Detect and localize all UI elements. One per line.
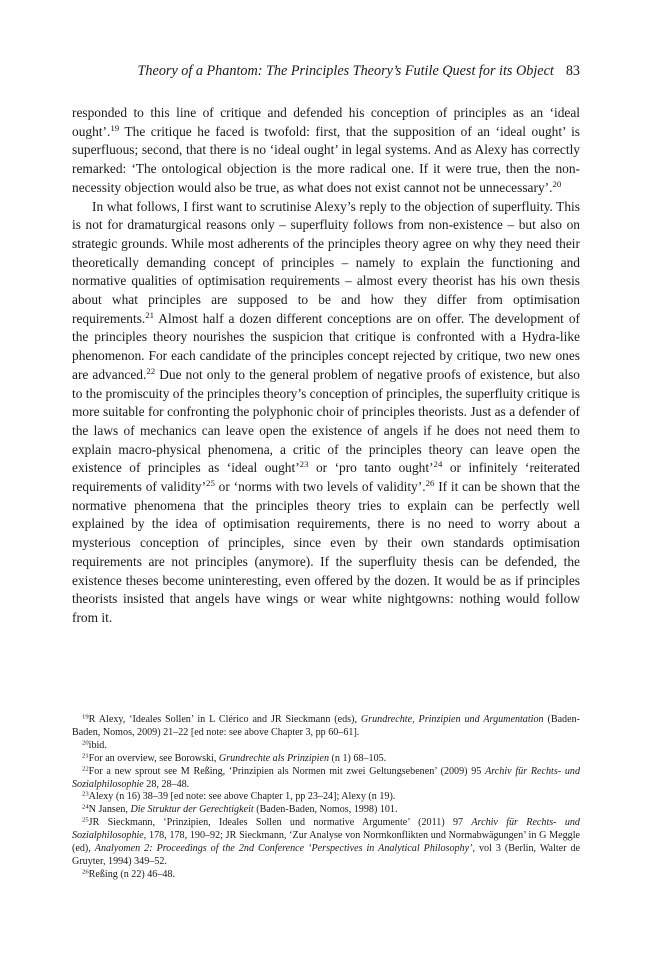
text-run: Alexy (n 16) 38–39 [ed note: see above Chapter 1, pp 23–24]; Alexy (n 19). (88, 791, 396, 803)
italic-title: Analyomen 2: Proceedings of the 2nd Conference ‘Perspectives in Analytical Philosophy’ (94, 843, 473, 855)
footnote-number: 21 (82, 752, 89, 760)
text-run: , vol 3 (Berlin, Walter de Gruyter, 1994) 349–52. (72, 843, 581, 867)
footnote-25 (72, 817, 580, 869)
italic-title: Archiv für Rechts- und Sozialphilosophie (72, 817, 580, 842)
footnote-ref: 23 (299, 459, 309, 470)
page-number: 83 (565, 63, 580, 79)
text-run: In what follows, I first want to scrutinise Alexy’s reply to the objection of superfluity. This is not for dramaturgical reasons only – superfluity follows from non-existence – but also on strategic grounds. While most adherents of the principles theory agree on why they need their theoretically demanding concept of principles – namely to explain the functioning and normative qualities of optimisation requirements – almost every theorist has his own thesis about what principles are supposed to be and how they differ from optimisation requirements. (72, 198, 580, 326)
text-run: or infinitely ‘reiterated requirements of validity’ (72, 460, 581, 495)
footnote-ref: 21 (145, 309, 155, 320)
footnote-22 (72, 766, 580, 792)
footnote-ref: 25 (206, 478, 215, 489)
footnote-number: 20 (82, 739, 89, 747)
italic-title: Grundrechte als Prinzipien (218, 752, 330, 764)
footnote-number: 25 (82, 816, 89, 824)
footnote-ref: 20 (552, 178, 562, 189)
footnote-number: 22 (82, 765, 89, 773)
footnote-23 (72, 791, 580, 804)
footnote-ref: 26 (425, 478, 435, 489)
text-run: (n 1) 68–105. (329, 752, 387, 764)
text-run: ibid. (88, 739, 107, 751)
paragraph-1 (72, 104, 580, 198)
text-run: Due not only to the general problem of negative proofs of existence, but also to the promiscuity of the principles theory’s conception of principles, the superfluity critique is more suitable for confronting the polyphonic choir of principles theorists. Just as a defender of the laws of mechanics can leave open the existence of angels if he does not need them to explain macro-physical phenomena, a critic of the principles theory can leave open the existence of principles as ‘ideal ought’ (72, 366, 580, 476)
running-header (72, 62, 580, 80)
footnote-ref: 19 (110, 122, 120, 133)
running-title: Theory of a Phantom: The Principles Theory’s Futile Quest for its Object (137, 63, 554, 79)
text-run: Almost half a dozen different conceptions are on offer. The development of the principles theory nourishes the suspicion that critique is confronted with a Hydra-like phenomenon. For each candidate of the principles concept rejected by critique, two new ones are advanced. (72, 310, 580, 382)
footnote-number: 19 (82, 713, 89, 721)
text-run: , 178, 178, 190–92; JR Sieckmann, ‘Zur Analyse von Normkonflikten und Normabwägungen’ in G Meggle (ed), (72, 830, 580, 855)
main-text (72, 104, 580, 628)
text-run: For an overview, see Borowski, (88, 752, 219, 764)
text-run: JR Sieckmann, ‘Prinzipien, Ideales Sollen und normative Argumente’ (2011) 97 (88, 817, 472, 829)
text-run: If it can be shown that the normative phenomena that the principles theory tries to explain can be perfectly well explained by the idea of optimisation requirements, there is no need to worry about a mysterious conception of principles, since even by their own standards optimisation requirements are not principles (anymore). If the superfluity thesis can be defended, the existence theses become uninteresting, even offered by the dozen. It would be as if principles theorists insisted that angels have wings or wear white nightgowns: nothing would follow from it. (72, 479, 580, 625)
footnote-number: 23 (82, 791, 89, 799)
text-run: (Baden-Baden, Nomos, 2009) 21–22 [ed note: see above Chapter 3, pp 60–61]. (72, 714, 580, 738)
text-run: Reßing (n 22) 46–48. (88, 868, 176, 880)
text-run: N Jansen, (88, 804, 131, 816)
footnote-number: 24 (82, 804, 89, 812)
text-run: The critique he faced is twofold: first, that the supposition of an ‘ideal ought’ is superfluous; second, that there is no ‘ideal ought’ in legal systems. And as Alexy has correctly remarked: ‘The ontological objection is the more radical one. If it were true, then the non-necessity objection would also be true, as what does not exist cannot not be unnecessary’. (72, 123, 580, 195)
text-run: responded to this line of critique and defended his conception of principles as an ‘ideal ought’. (72, 105, 580, 139)
italic-title: Grundrechte, Prinzipien und Argumentation (360, 714, 544, 725)
text-run: (Baden-Baden, Nomos, 1998) 101. (253, 804, 398, 816)
text-run: For a new sprout see M Reßing, ‘Prinzipien als Normen mit zwei Geltungsebenen’ (2009) 95 (88, 765, 486, 777)
text-run: 28, 28–48. (143, 778, 190, 790)
footnote-21 (72, 753, 580, 766)
text-run: or ‘pro tanto ought’ (308, 460, 434, 476)
paragraph-2 (72, 198, 580, 628)
footnote-20 (72, 740, 580, 753)
text-run: or ‘norms with two levels of validity’. (214, 479, 426, 495)
footnote-24 (72, 804, 580, 817)
italic-title: Archiv für Rechts- und Sozialphilosophie (72, 765, 580, 790)
footnote-ref: 22 (146, 365, 156, 376)
text-run: R Alexy, ‘Ideales Sollen’ in L Clérico and JR Sieckmann (eds), (88, 714, 361, 725)
footnote-ref: 24 (433, 459, 443, 470)
footnote-number: 26 (82, 868, 89, 876)
italic-title: Die Struktur der Gerechtigkeit (130, 804, 254, 816)
footnote-26 (72, 869, 580, 882)
footnote-19 (72, 714, 580, 740)
footnotes (72, 714, 580, 882)
